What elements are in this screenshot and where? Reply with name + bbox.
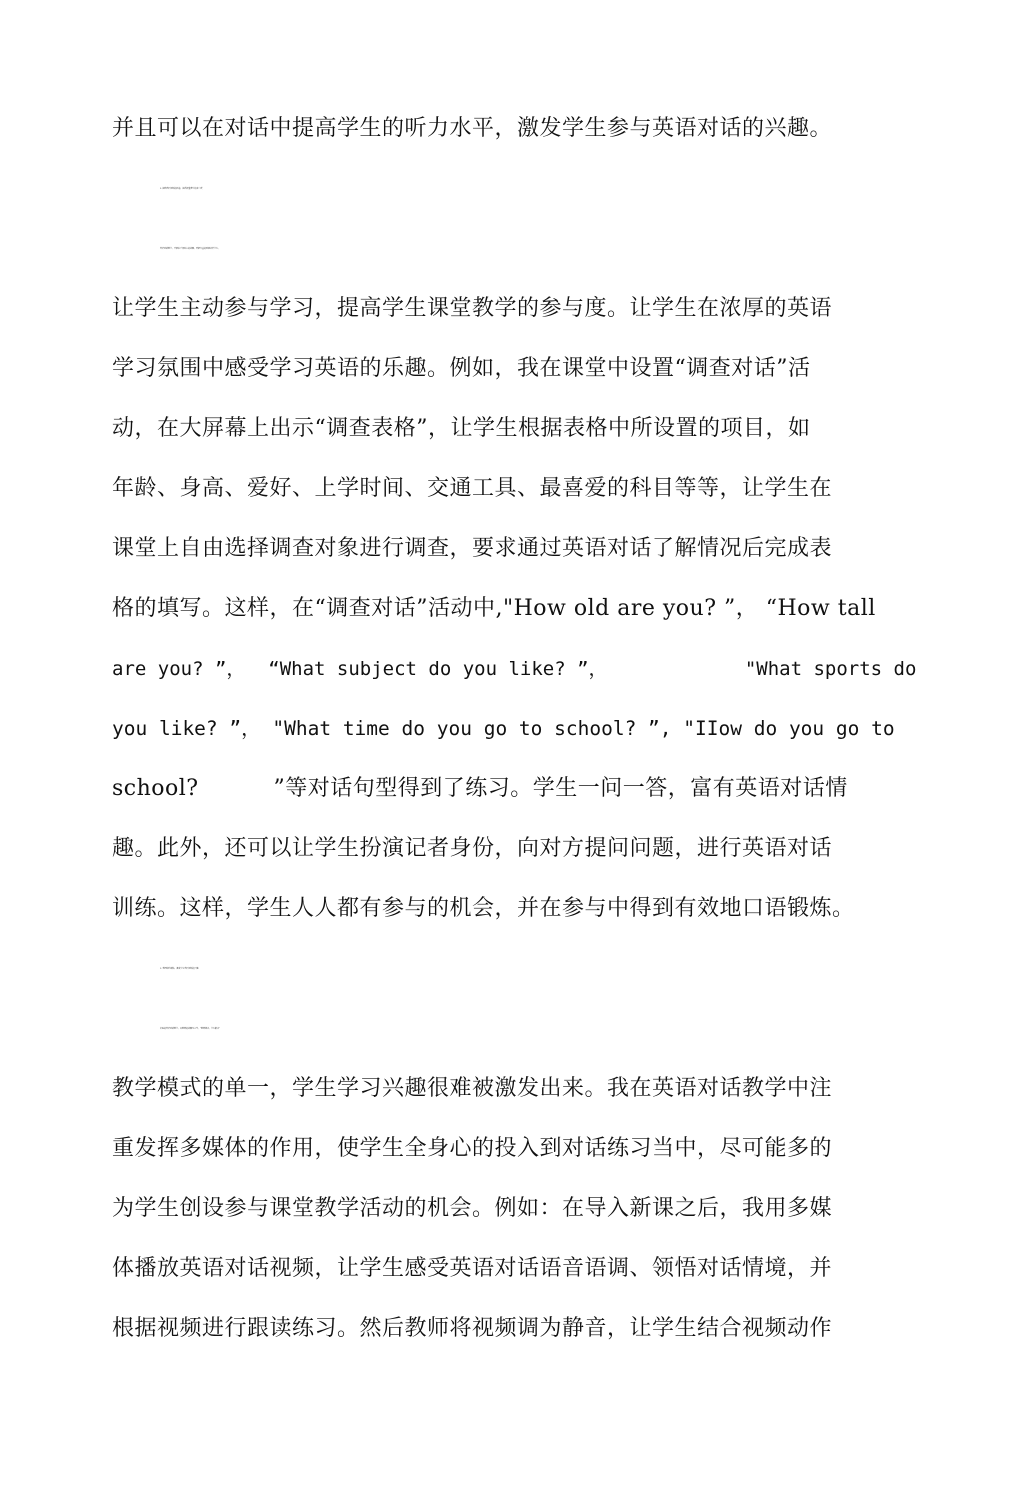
text-line-16: 传统的英语对话教学，以教师的讲解为主导，“教师领读，学生跟读” [160, 1028, 221, 1030]
text-line-19: 为学生创设参与课堂教学活动的机会。例如：在导入新课之后，我用多媒 [112, 1196, 833, 1221]
text-line-6: 动，在大屏幕上出示“调查表格”，让学生根据表格中所设置的项目，如 [112, 416, 811, 441]
text-line-4: 让学生主动参与学习，提高学生课堂教学的参与度。让学生在浓厚的英语 [112, 296, 833, 321]
text-line-14: 训练。这样，学生人人都有参与的机会，并在参与中得到有效地口语锻炼。 [112, 896, 855, 921]
text-line-3: 英语对话教学，不能拘于知识点的讲解，要把大量的时间放给学生， [160, 248, 221, 250]
text-line-1: 并且可以在对话中提高学生的听力水平，激发学生参与英语对话的兴趣。 [112, 116, 833, 141]
text-line-21: 根据视频进行跟读练习。然后教师将视频调为静音，让学生结合视频动作 [112, 1316, 833, 1341]
text-line-9: 格的填写。这样，在“调查对话”活动中,"How old are you? ”， “How tall [112, 596, 876, 621]
text-line-7: 年龄、身高、爱好、上学时间、交通工具、最喜爱的科目等等，让学生在 [112, 476, 833, 501]
text-line-10: are you? ”， “What subject do you like? ”， "What sports do [112, 658, 917, 680]
section-heading-2: 2. 提供英语对话的机会，提高课堂教学的参与度 [160, 188, 203, 190]
text-line-17: 教学模式的单一，学生学习兴趣很难被激发出来。我在英语对话教学中注 [112, 1076, 833, 1101]
text-line-13: 趣。此外，还可以让学生扮演记者身份，向对方提问问题，进行英语对话 [112, 836, 833, 861]
text-line-12: school? ”等对话句型得到了练习。学生一问一答，富有英语对话情 [112, 776, 848, 801]
text-line-8: 课堂上自由选择调查对象进行调查，要求通过英语对话了解情况后完成表 [112, 536, 833, 561]
text-line-5: 学习氛围中感受学习英语的乐趣。例如，我在课堂中设置“调查对话”活 [112, 356, 811, 381]
text-line-20: 体播放英语对话视频，让学生感受英语对话语音语调、领悟对话情境，并 [112, 1256, 833, 1281]
text-line-18: 重发挥多媒体的作用，使学生全身心的投入到对话练习当中，尽可能多的 [112, 1136, 833, 1161]
section-heading-3: 3. 利用现代媒体，激发学生英语对话的兴趣 [160, 968, 199, 970]
text-line-11: you like? ”， "What time do you go to school? ”, "IIow do you go to [112, 717, 895, 740]
